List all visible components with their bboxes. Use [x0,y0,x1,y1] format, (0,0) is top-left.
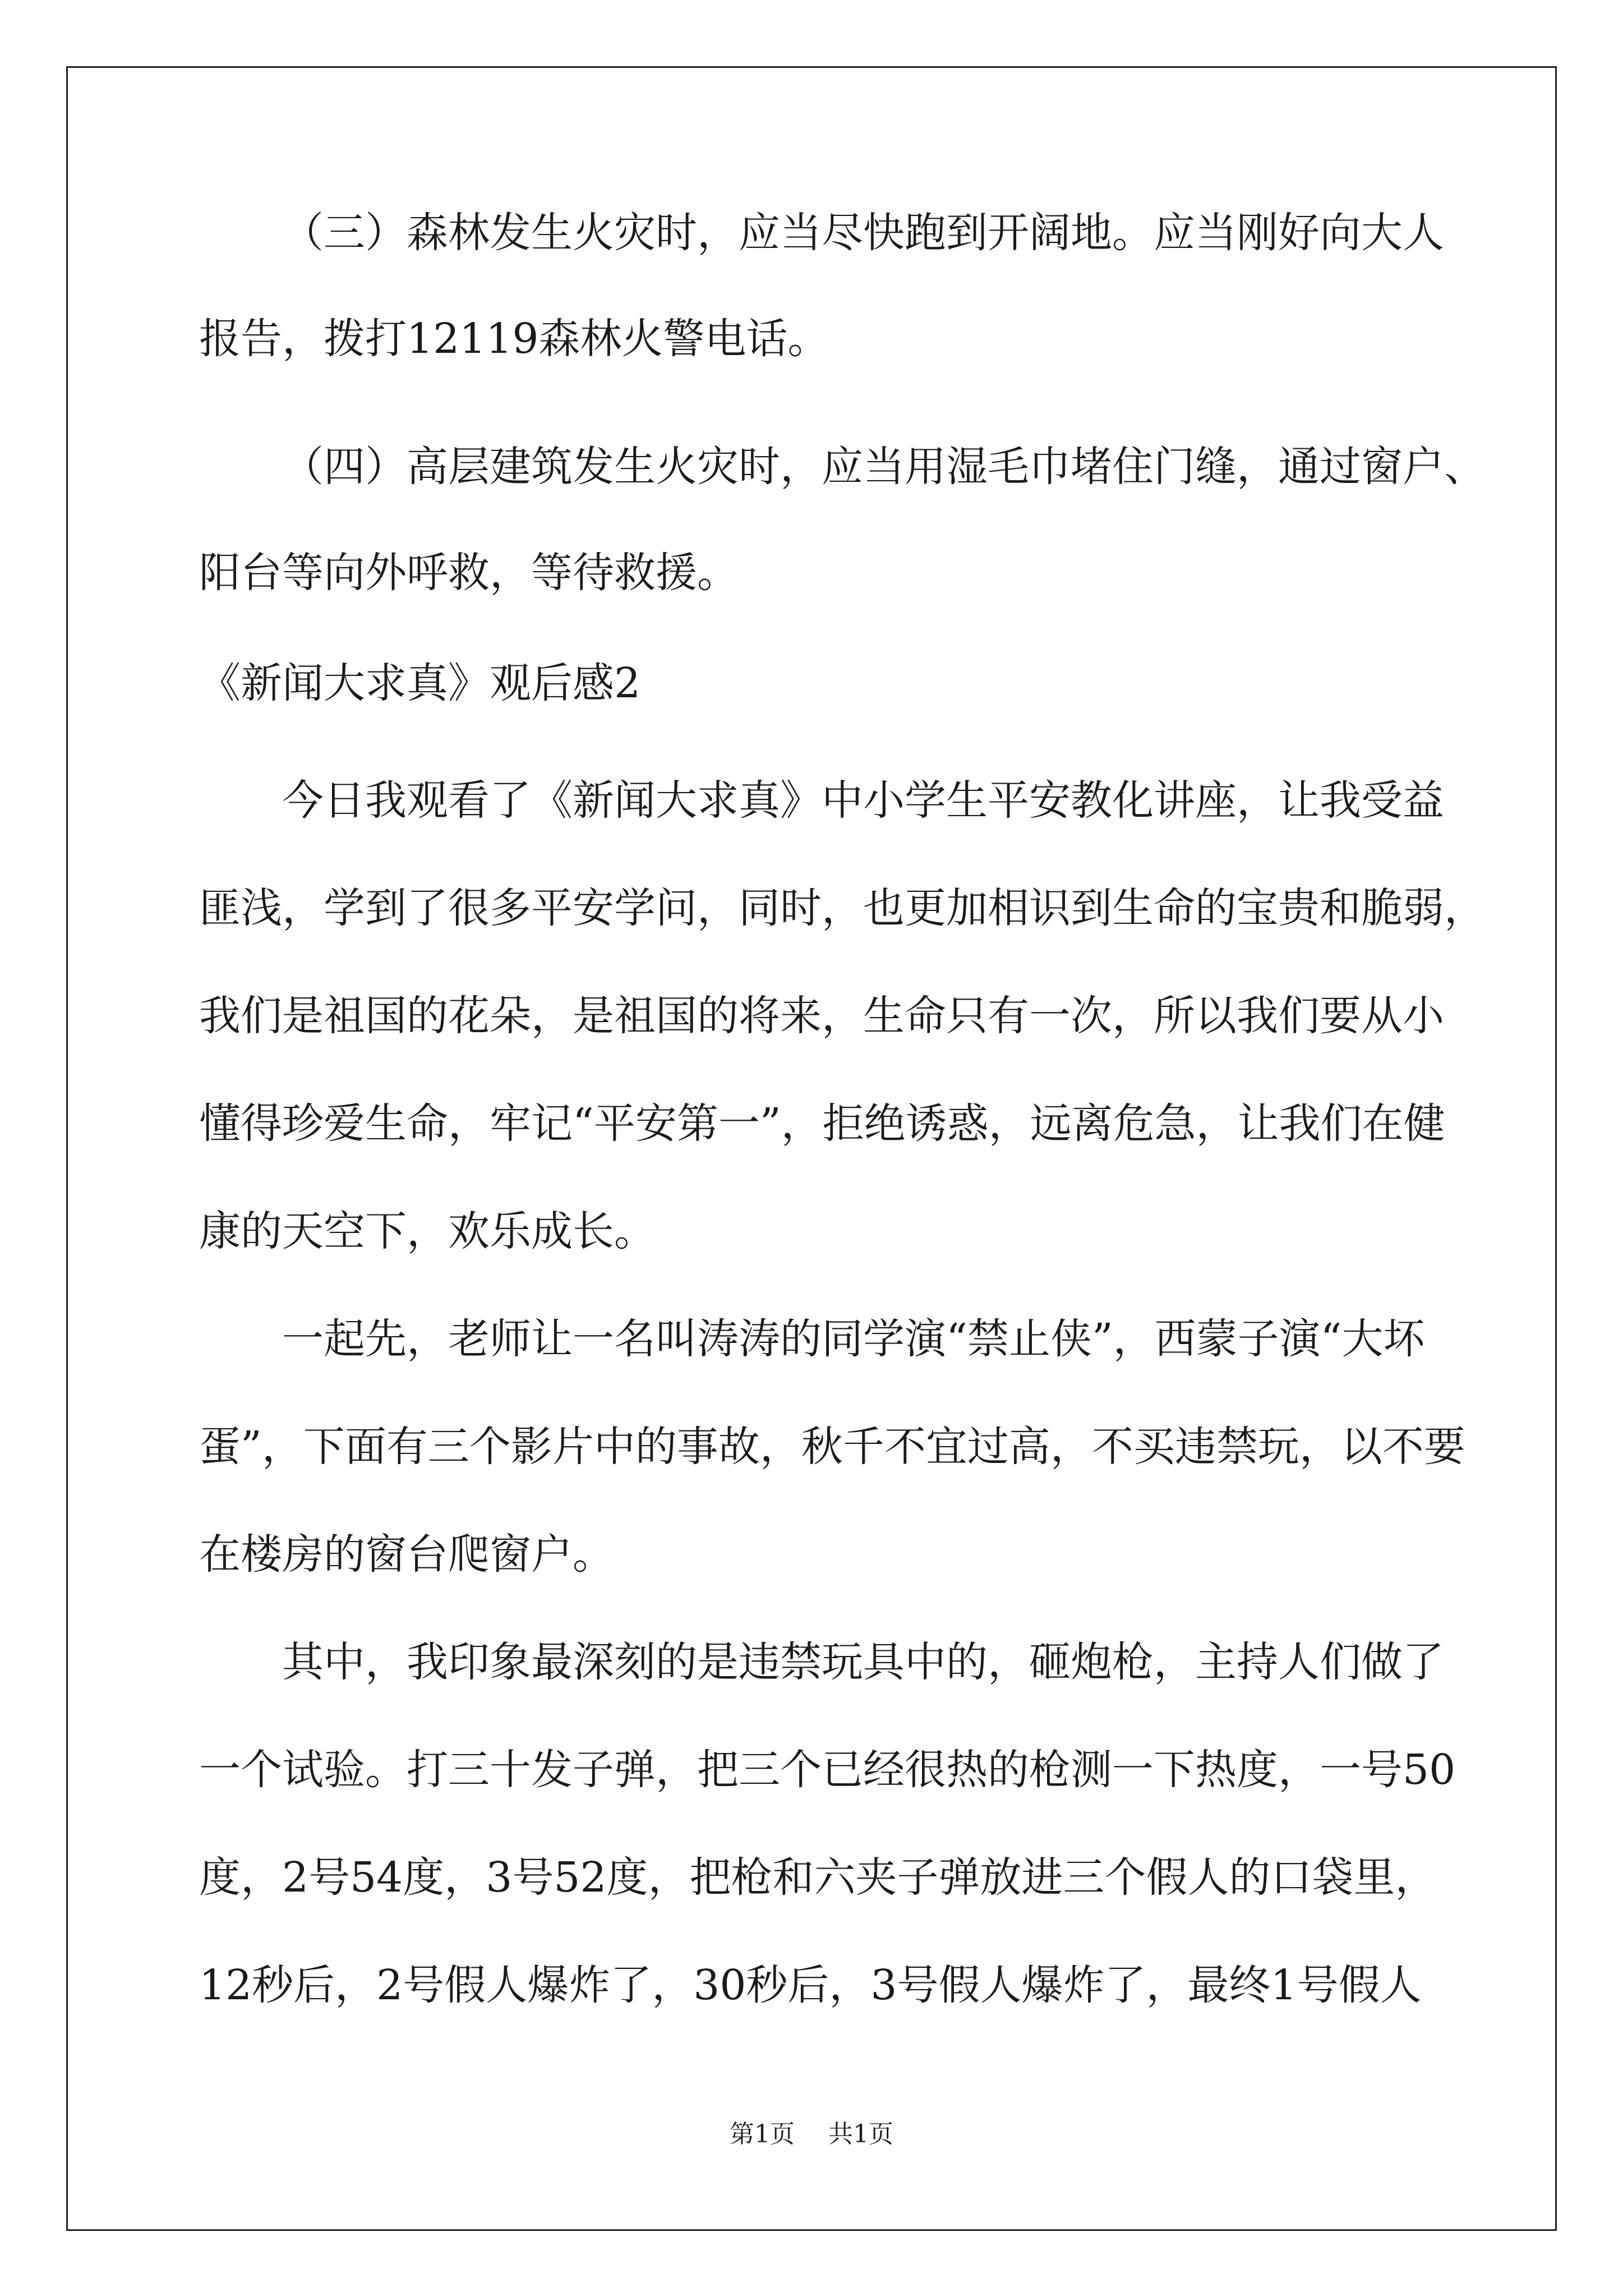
paragraph-line: 一个试验。打三十发子弹，把三个已经很热的枪测一下热度，一号50 [199,1746,1456,1794]
paragraph-line: 12秒后，2号假人爆炸了，30秒后，3号假人爆炸了，最终1号假人 [199,1961,1422,2009]
paragraph-line: 一起先，老师让一名叫涛涛的同学演“禁止侠”，西蒙子演“大坏 [282,1315,1425,1363]
paragraph-line: 匪浅，学到了很多平安学问，同时，也更加相识到生命的宝贵和脆弱， [199,884,1486,932]
paragraph-line: 其中，我印象最深刻的是违禁玩具中的，砸炮枪，主持人们做了 [282,1638,1444,1686]
paragraph-line: 阳台等向外呼救，等待救援。 [199,549,739,597]
page-total: 共1页 [828,2120,893,2148]
paragraph-line: 我们是祖国的花朵，是祖国的将来，生命只有一次，所以我们要从小 [199,992,1444,1040]
section-heading: 《新闻大求真》观后感2 [199,659,641,707]
paragraph-line: 懂得珍爱生命，牢记“平安第一”，拒绝诱惑，远离危急，让我们在健 [199,1099,1445,1148]
paragraph-line: 蛋”，下面有三个影片中的事故，秋千不宜过高，不买违禁玩，以不要 [199,1423,1465,1471]
page-number: 第1页 [730,2120,795,2148]
paragraph-line: 报告，拨打12119森林火警电话。 [199,315,829,363]
paragraph-line: （四）高层建筑发生火灾时，应当用湿毛巾堵住门缝，通过窗户、 [282,443,1486,491]
paragraph-line: 度，2号54度，3号52度，把枪和六夹子弹放进三个假人的口袋里， [199,1853,1437,1902]
page-footer [0,2118,1623,2151]
paragraph-line: 康的天空下，欢乐成长。 [199,1207,656,1255]
paragraph-line: 今日我观看了《新闻大求真》中小学生平安教化讲座，让我受益 [282,776,1444,825]
paragraph-line: （三）森林发生火灾时，应当尽快跑到开阔地。应当刚好向大人 [282,209,1444,257]
paragraph-line: 在楼房的窗台爬窗户。 [199,1530,614,1579]
